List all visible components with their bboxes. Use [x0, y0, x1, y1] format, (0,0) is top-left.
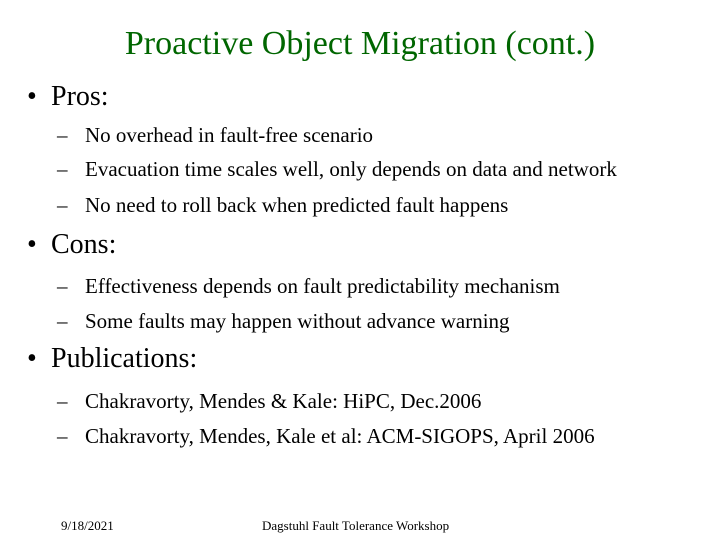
list-item-text: Some faults may happen without advance warning [85, 309, 510, 333]
list-item [57, 192, 508, 218]
list-item-text: No need to roll back when predicted fault happens [85, 193, 509, 217]
bullet-cons [27, 228, 116, 262]
bullet-icon: • [27, 229, 37, 260]
bullet-heading-pros: Pros: [51, 81, 109, 112]
bullet-publications [27, 342, 197, 376]
dash-icon: – [57, 389, 68, 413]
dash-icon: – [57, 274, 68, 298]
list-item [57, 122, 373, 148]
list-item [57, 308, 510, 334]
list-item-text: Evacuation time scales well, only depends on data and network [85, 157, 617, 181]
list-item [57, 388, 481, 414]
list-item-text: No overhead in fault-free scenario [85, 123, 374, 147]
dash-icon: – [57, 157, 68, 181]
slide-title: Proactive Object Migration (cont.) [124, 25, 596, 62]
dash-icon: – [57, 123, 68, 147]
list-item-text: Chakravorty, Mendes, Kale et al: ACM-SIGOPS, April 2006 [85, 424, 595, 448]
list-item [57, 273, 560, 299]
footer-title: Dagstuhl Fault Tolerance Workshop [262, 518, 450, 533]
list-item [57, 156, 617, 182]
dash-icon: – [57, 309, 68, 333]
bullet-heading-publications: Publications: [51, 343, 198, 374]
bullet-icon: • [27, 343, 37, 374]
list-item-text: Chakravorty, Mendes & Kale: HiPC, Dec.2006 [85, 389, 482, 413]
footer-date: 9/18/2021 [61, 518, 114, 533]
list-item [57, 423, 595, 449]
bullet-icon: • [27, 81, 37, 112]
bullet-pros [27, 80, 109, 114]
dash-icon: – [57, 424, 68, 448]
list-item-text: Effectiveness depends on fault predictability mechanism [85, 274, 560, 298]
bullet-heading-cons: Cons: [51, 229, 117, 260]
dash-icon: – [57, 193, 68, 217]
